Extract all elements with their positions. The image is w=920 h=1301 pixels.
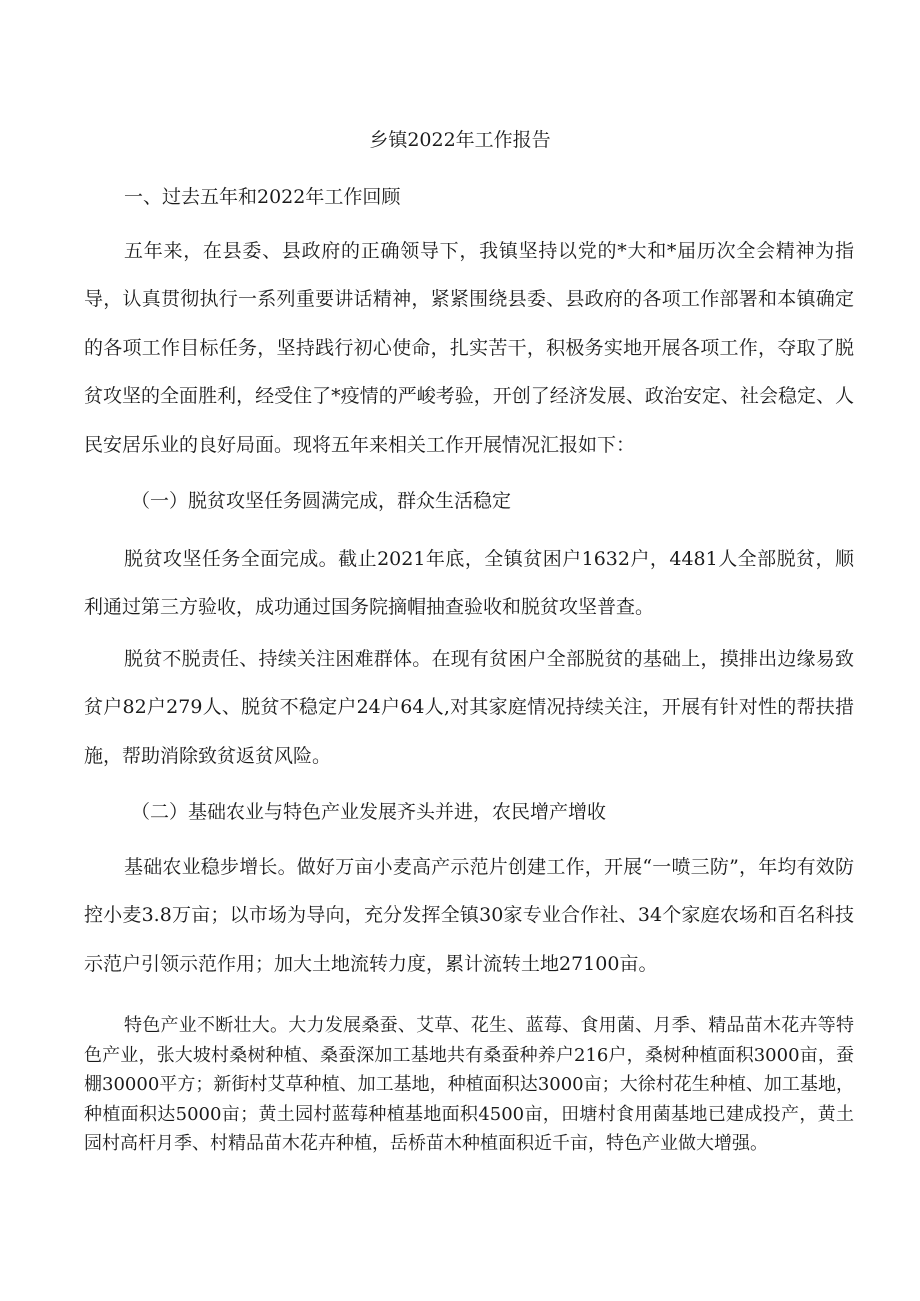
agriculture-paragraph-2: 特色产业不断壮大。大力发展桑蚕、艾草、花生、蓝莓、食用菌、月季、精品苗木花卉等特色产业，张大坡村桑树种植、桑蚕深加工基地共有桑蚕种养户216户，桑树种植面积3000亩，蚕棚30000平方；新街村艾草种植、加工基地，种植面积达3000亩；大徐村花生种植、加工基地，种植面积达5000亩；黄土园村蓝莓种植基地面积4500亩，田塘村食用菌基地已建成投产，黄土园村高杆月季、村精品苗木花卉种植，岳桥苗木种植面积近千亩，特色产业做大增强。: [84, 1015, 854, 1154]
section-heading-review: 一、过去五年和2022年工作回顾: [124, 186, 401, 208]
poverty-paragraph-1: 脱贫攻坚任务全面完成。截止2021年底，全镇贫困户1632户，4481人全部脱贫，顺利通过第三方验收，成功通过国务院摘帽抽查验收和脱贫攻坚普查。: [84, 548, 854, 619]
agriculture-paragraph-1: 基础农业稳步增长。做好万亩小麦高产示范片创建工作，开展“一喷三防”，年均有效防控小麦3.8万亩；以市场为导向，充分发挥全镇30家专业合作社、34个家庭农场和百名科技示范户引领示范作用；加大土地流转力度，累计流转土地27100亩。: [84, 856, 854, 975]
document-title: 乡镇2022年工作报告: [369, 129, 551, 151]
poverty-paragraph-2: 脱贫不脱责任、持续关注困难群体。在现有贫困户全部脱贫的基础上，摸排出边缘易致贫户82户279人、脱贫不稳定户24户64人,对其家庭情况持续关注，开展有针对性的帮扶措施，帮助消除致贫返贫风险。: [84, 648, 854, 767]
subsection-heading-poverty: （一）脱贫攻坚任务圆满完成，群众生活稳定: [131, 490, 512, 512]
subsection-heading-agriculture: （二）基础农业与特色产业发展齐头并进，农民增产增收: [131, 801, 607, 823]
intro-paragraph: 五年来，在县委、县政府的正确领导下，我镇坚持以党的*大和*届历次全会精神为指导，认真贯彻执行一系列重要讲话精神，紧紧围绕县委、县政府的各项工作部署和本镇确定的各项工作目标任务，坚持践行初心使命，扎实苦干，积极务实地开展各项工作，夺取了脱贫攻坚的全面胜利，经受住了*疫情的严峻考验，开创了经济发展、政治安定、社会稳定、人民安居乐业的良好局面。现将五年来相关工作开展情况汇报如下：: [84, 240, 854, 456]
